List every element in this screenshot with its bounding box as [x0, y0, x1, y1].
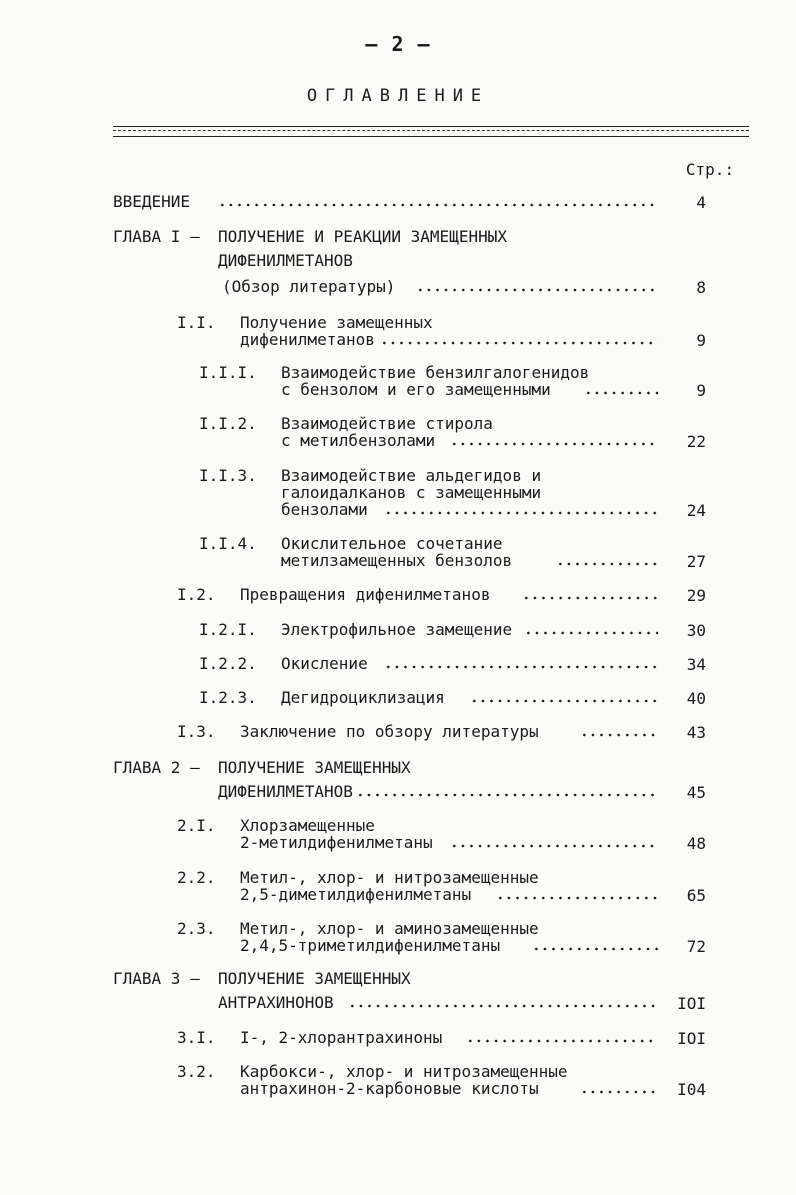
entry-page: 72 [686, 937, 706, 956]
entry-label-line3: (Обзор литературы) [222, 277, 396, 296]
dot-leader [532, 947, 658, 951]
entry-page: IOI [677, 1029, 706, 1048]
page-number: – 2 – [365, 32, 431, 56]
entry-number: I.2.I. [199, 620, 257, 639]
dot-leader [466, 1039, 658, 1043]
entry-page: IOI [677, 994, 706, 1013]
entry-label-line2: дифенилметанов [240, 330, 375, 349]
entry-page: I04 [677, 1080, 706, 1099]
entry-page: 48 [686, 834, 706, 853]
toc-entry-section-3-2 [0, 1063, 796, 1103]
entry-label-line1: Заключение по обзору литературы [240, 722, 539, 741]
entry-label-line1: ПОЛУЧЕНИЕ И РЕАКЦИИ ЗАМЕЩЕННЫХ [218, 227, 507, 246]
entry-label-line1: Превращения дифенилметанов [240, 585, 491, 604]
dot-leader [348, 1004, 658, 1008]
dot-leader [384, 665, 658, 669]
toc-entry-section-1-1-4 [0, 535, 796, 575]
toc-entry-section-1-1-3 [0, 467, 796, 523]
entry-label-line2: метилзамещенных бензолов [281, 551, 513, 570]
entry-label-line1: Взаимодействие бензилгалогенидов [281, 363, 590, 382]
entry-label-line2: 2,5-диметилдифенилметаны [240, 885, 472, 904]
dot-leader [580, 1090, 658, 1094]
dot-leader [450, 844, 658, 848]
entry-number: I.I. [177, 313, 216, 332]
toc-entry-chapter-3 [0, 970, 796, 1018]
entry-label-line1: Окисление [281, 654, 368, 673]
title-rule-dash [113, 130, 749, 131]
entry-page: 27 [686, 552, 706, 571]
dot-leader [522, 596, 658, 600]
entry-page: 24 [686, 501, 706, 520]
toc-entry-section-1-1 [0, 314, 796, 354]
entry-label-line2: ДИФЕНИЛМЕТАНОВ [218, 782, 353, 801]
entry-label-line1: Метил-, хлор- и нитрозамещенные [240, 868, 539, 887]
entry-label-line2: антрахинон-2-карбоновые кислоты [240, 1079, 539, 1098]
toc-entry-section-1-2-3 [0, 689, 796, 713]
dot-leader [470, 699, 658, 703]
dot-leader [556, 562, 658, 566]
dot-leader [384, 511, 658, 515]
entry-page: 65 [686, 886, 706, 905]
entry-page: 9 [696, 381, 706, 400]
entry-page: 8 [696, 278, 706, 297]
entry-label-line1: Взаимодействие стирола [281, 414, 493, 433]
toc-entry-section-2-1 [0, 817, 796, 857]
entry-page: 45 [686, 783, 706, 802]
dot-leader [218, 203, 658, 207]
entry-number: I.2.2. [199, 654, 257, 673]
entry-number: ГЛАВА I – [113, 227, 200, 246]
page-title: ОГЛАВЛЕНИЕ [306, 86, 490, 106]
entry-label-line2: 2-метилдифенилметаны [240, 833, 433, 852]
entry-page: 40 [686, 689, 706, 708]
entry-label-line1: Метил-, хлор- и аминозамещенные [240, 919, 539, 938]
entry-label-line2: АНТРАХИНОНОВ [218, 993, 334, 1012]
entry-label-line1: Электрофильное замещение [281, 620, 513, 639]
entry-label-line3: бензолами [281, 500, 368, 519]
entry-label-line1: Взаимодействие альдегидов и [281, 466, 542, 485]
toc-entry-section-1-2-1 [0, 621, 796, 645]
dot-leader [416, 288, 658, 292]
entry-label-line2: с метилбензолами [281, 431, 436, 450]
entry-number: I.2.3. [199, 688, 257, 707]
dot-leader [524, 631, 658, 635]
entry-label-line2: 2,4,5-триметилдифенилметаны [240, 936, 501, 955]
entry-page: 4 [696, 193, 706, 212]
toc-entry-section-1-1-1 [0, 364, 796, 404]
toc-entry-section-2-2 [0, 869, 796, 909]
toc-entry-section-1-3 [0, 723, 796, 747]
entry-page: 30 [686, 621, 706, 640]
toc-entry-section-1-1-2 [0, 415, 796, 455]
entry-label-line1: Карбокси-, хлор- и нитрозамещенные [240, 1062, 568, 1081]
title-rule [113, 126, 749, 137]
entry-label: ВВЕДЕНИЕ [113, 192, 191, 211]
entry-label-line1: ПОЛУЧЕНИЕ ЗАМЕЩЕННЫХ [218, 758, 411, 777]
entry-number: I.I.2. [199, 414, 257, 433]
entry-page: 43 [686, 723, 706, 742]
dot-leader [584, 391, 658, 395]
entry-page: 29 [686, 586, 706, 605]
entry-label-line2: ДИФЕНИЛМЕТАНОВ [218, 251, 353, 270]
dot-leader [450, 442, 658, 446]
entry-number: 3.I. [177, 1028, 216, 1047]
toc-entry-section-1-2 [0, 586, 796, 610]
dot-leader [496, 896, 658, 900]
entry-number: I.2. [177, 585, 216, 604]
entry-label-line1: Получение замещенных [240, 313, 433, 332]
entry-label-line1: I-, 2-хлорантрахиноны [240, 1028, 443, 1047]
toc-entry-intro [0, 193, 796, 217]
toc-entry-section-3-1 [0, 1029, 796, 1053]
page-column-header: Стр.: [685, 160, 735, 179]
entry-number: ГЛАВА 2 – [113, 758, 200, 777]
entry-page: 22 [686, 432, 706, 451]
toc-entry-chapter-2 [0, 759, 796, 807]
entry-number: 3.2. [177, 1062, 216, 1081]
entry-number: I.3. [177, 722, 216, 741]
toc-entry-section-1-2-2 [0, 655, 796, 679]
entry-label-line2: с бензолом и его замещенными [281, 380, 551, 399]
toc-entry-section-2-3 [0, 920, 796, 960]
entry-number: 2.3. [177, 919, 216, 938]
entry-number: I.I.4. [199, 534, 257, 553]
entry-label-line1: Хлорзамещенные [240, 816, 375, 835]
entry-label-line1: Окислительное сочетание [281, 534, 503, 553]
entry-number: I.I.3. [199, 466, 257, 485]
entry-number: ГЛАВА 3 – [113, 969, 200, 988]
dot-leader [356, 793, 658, 797]
entry-page: 9 [696, 331, 706, 350]
entry-number: 2.I. [177, 816, 216, 835]
entry-label-line1: ПОЛУЧЕНИЕ ЗАМЕЩЕННЫХ [218, 969, 411, 988]
dot-leader [580, 733, 658, 737]
entry-label-line1: Дегидроциклизация [281, 688, 445, 707]
entry-number: I.I.I. [199, 363, 257, 382]
dot-leader [380, 341, 658, 345]
toc-entry-chapter-1 [0, 228, 796, 302]
entry-page: 34 [686, 655, 706, 674]
entry-number: 2.2. [177, 868, 216, 887]
entry-label-line2: галоидалканов с замещенными [281, 483, 542, 502]
